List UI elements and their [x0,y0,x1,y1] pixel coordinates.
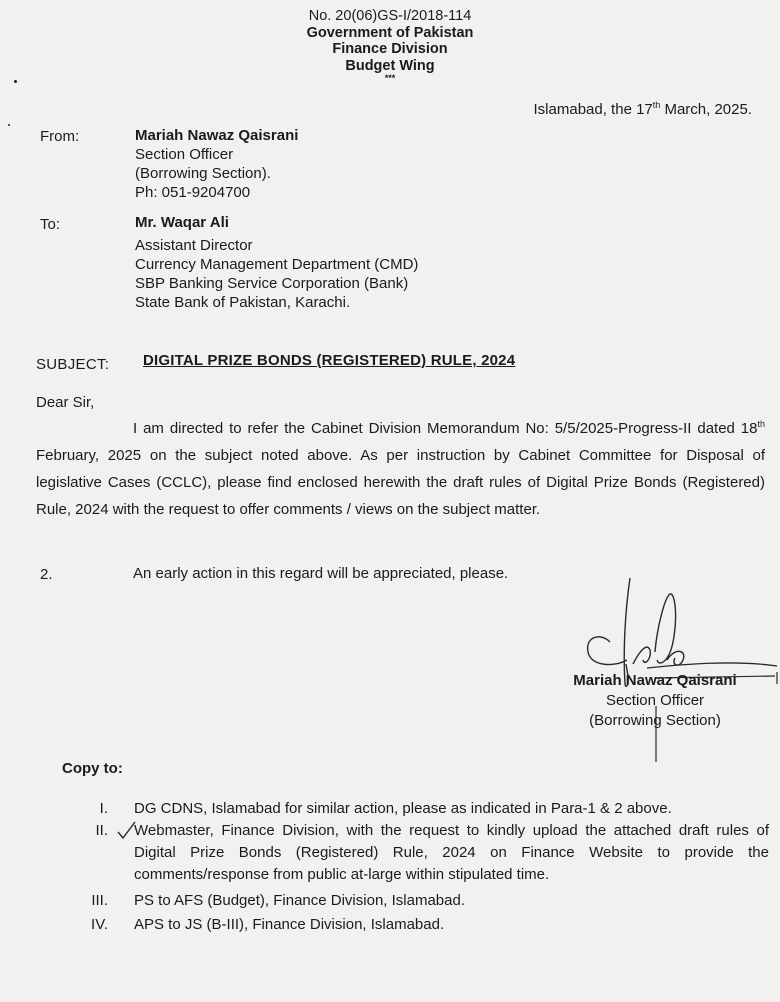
list-item-text: DG CDNS, Islamabad for similar action, please as indicated in Para-1 & 2 above. [134,800,672,817]
signatory-section: (Borrowing Section) [589,712,721,729]
body-paragraph-1: I am directed to refer the Cabinet Division Memorandum No: 5/5/2025-Progress-II dated 18th February, 2025 on the subject noted above. As per instruction by Cabinet Committee for Disposal of legislative Cases (CCLC), please find enclosed herewith the draft rules of Digital Prize Bonds (Registered) Rule, 2024 with the request to offer comments / views on the subject matter. [36,419,765,518]
list-item [68,820,778,886]
subject-label: SUBJECT: [36,356,110,373]
copy-to-label: Copy to: [62,760,123,777]
sender-phone: Ph: 051-9204700 [135,184,251,201]
sender-section: (Borrowing Section). [135,165,271,182]
list-item [68,798,768,820]
recipient-name: Mr. Waqar Ali [135,214,229,231]
signatory-block [555,671,755,731]
from-block [135,126,298,202]
letter-header [0,8,780,82]
reference-number: No. 20(06)GS-I/2018-114 [308,8,472,24]
paper-speck [8,124,10,126]
sender-designation: Section Officer [135,146,234,163]
signatory-designation: Section Officer [605,692,705,709]
to-block [135,213,418,312]
government-title: Government of Pakistan [306,24,474,41]
subject-text: DIGITAL PRIZE BONDS (REGISTERED) RULE, 2024 [143,352,516,369]
paper-speck [14,80,17,83]
list-item [68,914,768,936]
list-item-number: IV. [91,916,108,933]
list-item [68,890,768,912]
list-item-text: Webmaster, Finance Division, with the request to kindly upload the attached draft rules of Digital Prize Bonds (Registered) Rule, 2024 on Finance Website to provide the comments/response from public at-large within stipulated time. [134,822,769,883]
sender-name: Mariah Nawaz Qaisrani [135,127,299,144]
recipient-line: Currency Management Department (CMD) [135,256,419,273]
list-item-number: I. [99,800,108,817]
signatory-name: Mariah Nawaz Qaisrani [573,672,737,689]
recipient-line: State Bank of Pakistan, Karachi. [135,294,351,311]
wing-title: Budget Wing [345,57,435,74]
to-label: To: [40,216,61,233]
from-label: From: [40,128,80,145]
list-item-number: II. [95,822,108,839]
list-item-number: III. [91,892,108,909]
body-paragraph-2: An early action in this regard will be appreciated, please. [133,565,509,582]
list-item-text: PS to AFS (Budget), Finance Division, Islamabad. [134,892,465,909]
salutation: Dear Sir, [36,394,95,411]
division-title: Finance Division [332,41,448,57]
paragraph-2-number: 2. [40,566,53,583]
header-stars: *** [384,73,396,83]
recipient-line: Assistant Director [135,237,253,254]
letter-date: Islamabad, the 17th March, 2025. [533,100,752,118]
recipient-line: SBP Banking Service Corporation (Bank) [135,275,409,292]
list-item-text: APS to JS (B-III), Finance Division, Islamabad. [134,916,445,933]
